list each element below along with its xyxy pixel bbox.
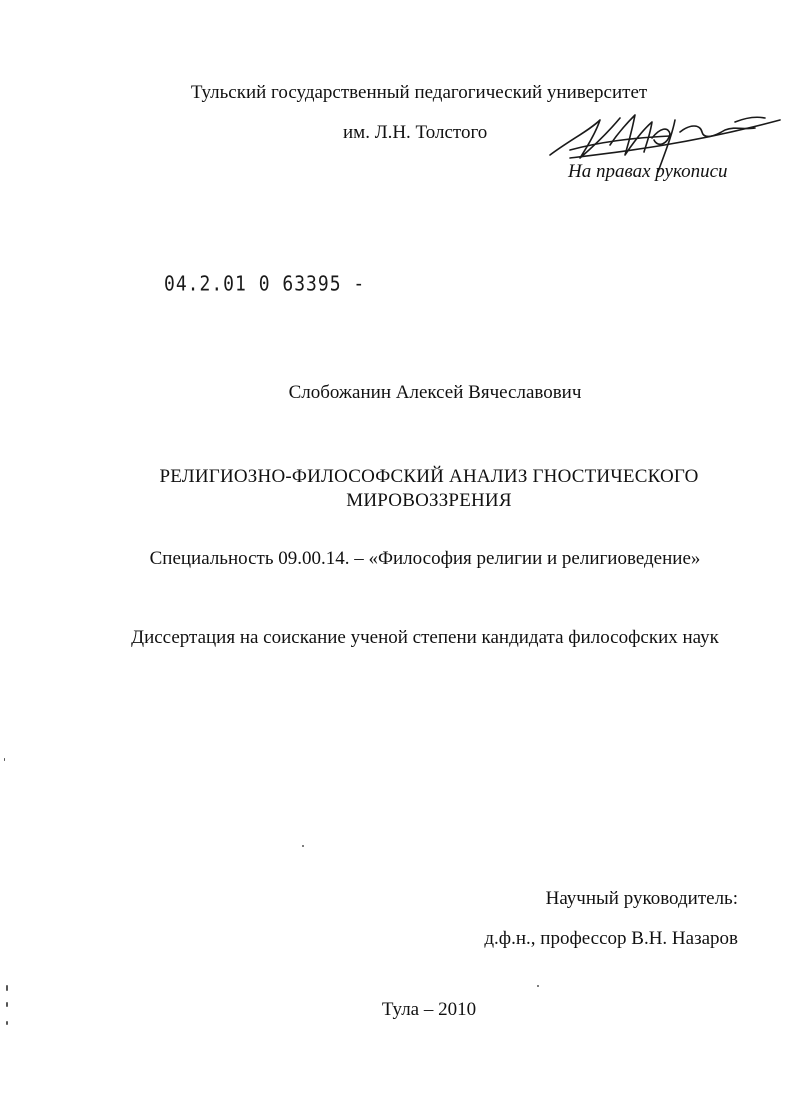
university-named-after: им. Л.Н. Толстого (343, 122, 488, 143)
author-name: Слобожанин Алексей Вячеславович (288, 382, 582, 403)
university-name: Тульский государственный педагогический университет (190, 82, 648, 103)
city-year: Тула – 2010 (381, 999, 477, 1020)
manuscript-rights-note: На правах рукописи (568, 161, 728, 182)
thesis-title-line-2: МИРОВОЗЗРЕНИЯ (346, 490, 512, 511)
scan-speck (4, 758, 5, 761)
dissertation-degree-line: Диссертация на соискание ученой степени кандидата философских наук (131, 627, 719, 648)
specialty-line: Специальность 09.00.14. – «Философия религии и религиоведение» (149, 548, 701, 569)
scan-speck (6, 1002, 8, 1007)
registration-stamp: 04.2.01 0 63395 - (164, 272, 366, 297)
scan-speck (302, 845, 304, 847)
supervisor-label: Научный руководитель: (545, 888, 738, 909)
scan-speck (6, 985, 8, 991)
supervisor-name: д.ф.н., профессор В.Н. Назаров (484, 928, 738, 949)
scan-speck (537, 985, 539, 987)
scan-speck (6, 1021, 8, 1025)
thesis-title-line-1: РЕЛИГИОЗНО-ФИЛОСОФСКИЙ АНАЛИЗ ГНОСТИЧЕСКОГО (159, 466, 699, 487)
